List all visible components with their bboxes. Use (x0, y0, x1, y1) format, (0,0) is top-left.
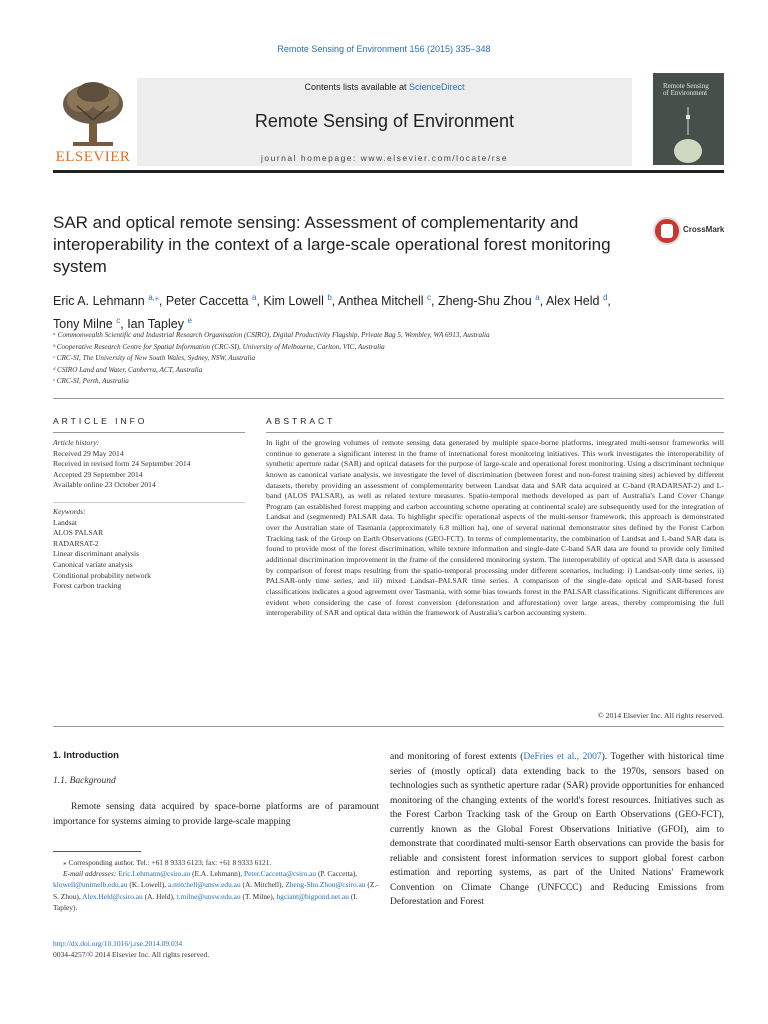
abstract-rule (266, 432, 724, 433)
intro-text: and monitoring of forest extents ( (390, 752, 524, 762)
footnote-rule (53, 851, 141, 852)
contents-prefix: Contents lists available at (304, 82, 410, 92)
author-affil-mark[interactable]: d (602, 293, 608, 302)
keyword: ALOS PALSAR (53, 528, 104, 538)
cover-art-icon (653, 73, 724, 165)
author-affil-mark[interactable]: c (116, 316, 121, 326)
abstract-copyright: © 2014 Elsevier Inc. All rights reserved. (597, 711, 724, 720)
email-owner: (E.A. Lehmann), (192, 869, 243, 879)
section-rule (53, 398, 724, 399)
affiliation: ᵉ CRC-SI, Perth, Australia (53, 377, 129, 385)
journal-title: Remote Sensing of Environment (254, 111, 515, 131)
email-owner: (T. Milne), (242, 891, 275, 901)
crossmark-icon (653, 217, 681, 245)
author: Anthea Mitchell $^c$, (338, 293, 438, 309)
email-addresses (53, 868, 379, 913)
keyword: Canonical variate analysis (53, 559, 133, 569)
history-item: Available online 23 October 2014 (53, 480, 156, 490)
body-rule (53, 726, 724, 727)
keywords-label: Keywords: (53, 507, 86, 516)
author-list (53, 288, 724, 334)
article-info-rule (53, 432, 245, 433)
keyword: Linear discriminant analysis (53, 549, 140, 559)
history-item: Received 29 May 2014 (53, 448, 124, 458)
email-link[interactable]: klowell@unimelb.edu.au (53, 880, 128, 890)
background-subheading: 1.1. Background (53, 776, 116, 786)
email-link[interactable]: Eric.Lehmann@csiro.au (118, 869, 191, 879)
issn-line: 0034-4257/© 2014 Elsevier Inc. All rights reserved. (53, 950, 210, 959)
elsevier-logo (53, 80, 133, 166)
email-link[interactable]: t.milne@unsw.edu.au (176, 891, 241, 901)
email-link[interactable]: Zheng-Shu.Zhou@csiro.au (285, 880, 366, 890)
history-rule (53, 502, 245, 503)
keyword-list (53, 507, 245, 592)
email-owner: (K. Lowell), (129, 880, 167, 890)
doi-link[interactable]: http://dx.doi.org/10.1016/j.rse.2014.09.034 (53, 939, 183, 948)
intro-text: ). Together with historical time series of (mostly optical) data extending back to the 1970s, sensors based on technologies such as synthetic aperture radar (SAR) provide opportunities for enhanced monitoring of the changing extents of the world's forest resources. Initiatives such as the Forest Carbon Tracking task of the Group on Earth Observations (GEO-FCT), currently known as the Global Forest Observations Initiative (GFOI), aim to demonstrate that coordinated multi-sensor Earth observations can provide the basis for reliable and consistent forest information services to support global forest carbon estimation and reporting systems, as part of the United Nations' Framework Convention on Climate Change (UNFCCC) and Reducing Emissions from Deforestation and Forest (390, 752, 724, 907)
keyword: Landsat (53, 517, 78, 527)
email-owner: (A. Held), (144, 891, 175, 901)
article-title: SAR and optical remote sensing: Assessment of complementarity and interoperability in the context of a large-scale operational forest monitoring system (53, 213, 611, 276)
author: Eric A. Lehmann $^{a,⁎}$, (53, 293, 166, 309)
affiliation: ᵃ Commonwealth Scientific and Industrial Research Organisation (CSIRO), Digital Productivity Flagship, Private Bag 5, Wembley, WA 6913, Australia (53, 331, 490, 339)
sciencedirect-link[interactable]: ScienceDirect (409, 82, 465, 92)
keyword: Conditional probability network (53, 570, 151, 580)
history-label: Article history: (53, 438, 100, 447)
email-label: E-mail addresses: (63, 869, 117, 879)
email-owner: (A. Mitchell), (242, 880, 284, 890)
affiliation: ᵈ CSIRO Land and Water, Canberra, ACT, Australia (53, 365, 203, 374)
email-link[interactable]: hgciant@bigpond.net.au (276, 891, 349, 901)
citation-link[interactable]: DeFries et al., 2007 (523, 752, 602, 762)
elsevier-wordmark: ELSEVIER (55, 149, 131, 165)
author: Alex Held $^d$, (545, 293, 611, 309)
author: Zheng-Shu Zhou $^a$, (437, 293, 546, 309)
contents-line (137, 82, 632, 92)
intro-paragraph-right (390, 750, 724, 910)
abstract-heading: ABSTRACT (266, 416, 336, 426)
email-link[interactable]: Peter.Caccetta@csiro.au (244, 869, 317, 879)
abstract-text: In light of the growing volumes of remote sensing data generated by multiple space-borne platforms, integrated multi-sensor frameworks will continue to generate a significant interest in the frame of international forest monitoring initiatives. This work investigates the interoperability of synthetic aperture radar (SAR) and optical datasets for the purpose of large-scale and operational forest monitoring. Using a discriminant technique known as canonical variate analysis, we investigate the level of discrimination (between forest and non-forest training sites) achieved by different datasets, thereby providing an assessment of complementarity between Landsat data and SAR data acquired at C-band (RADARSAT-2) and L-band (ALOS PALSAR), as well as related texture measures. Spatio-temporal methods developed as part of Australia's Land Cover Change Program (an established forest mapping and carbon accounting scheme operating at continental scale) are subsequently used for the integration of Landsat and (segmented) PALSAR data. To highlight specific operational aspects of the multi-sensor framework, this approach is demonstrated over the Australian state of Tasmania (approximately 6.8 million ha), one of several national demonstrator sites defined by the Forest Carbon Tracking task of the Group on Earth Observations (GEO-FCT). In terms of complementarity, the combination of Landsat and L-band SAR data is found to provide most of the forest discrimination, while texture information and single-date C-band SAR data are found to provide only limited additional discrimination improvement in the frame of the considered monitoring system. The interoperability of optical and SAR data is assessed by comparison of forest maps resulting from the spatio-temporal processing under different scenarios, including: i) Landsat-only time series, ii) PALSAR-only time series, and iii) mixed Landsat–PALSAR time series. A comparison of the single-date optical and SAR-based forest classifications indicates a good agreement over Tasmania, with some bias towards forest in the PALSAR classifications. Significant differences are evident when considering the case of forest conversion (deforestation and afforestation) over large areas, thereby compromising the full interoperability of SAR and optical data within the framework of Australia's carbon accounting system. (266, 438, 724, 618)
author-affil-mark[interactable]: c (427, 293, 431, 302)
affiliation-list (53, 330, 724, 388)
article-history (53, 438, 245, 491)
author-affil-mark[interactable]: a (535, 293, 540, 302)
affiliation: ᶜ CRC-SI, The University of New South Wales, Sydney, NSW, Australia (53, 354, 256, 362)
author: Peter Caccetta $^a$, (165, 293, 264, 309)
article-info-heading: ARTICLE INFO (53, 416, 148, 426)
affiliation: ᵇ Cooperative Research Centre for Spatial Information (CRC-SI), University of Melbourne, Carlton, VIC, Australia (53, 342, 385, 351)
author-affil-mark[interactable]: a (252, 293, 257, 302)
email-owner: (I. Tapley). (53, 891, 358, 912)
journal-homepage[interactable]: journal homepage: www.elsevier.com/locate/rse (260, 153, 509, 163)
author-affil-mark[interactable]: b (327, 293, 332, 302)
history-item: Received in revised form 24 September 2014 (53, 459, 191, 469)
email-link[interactable]: Alex.Held@csiro.au (82, 891, 143, 901)
journal-cover (653, 73, 724, 165)
history-item: Accepted 29 September 2014 (53, 469, 143, 479)
email-link[interactable]: a.mitchell@unsw.edu.au (168, 880, 241, 890)
crossmark-label: CrossMark (683, 225, 725, 234)
author: Ian Tapley $^e$ (127, 316, 192, 332)
intro-paragraph-left: Remote sensing data acquired by space-borne platforms are of paramount importance for systems aiming to provide large-scale mapping (53, 802, 379, 827)
journal-reference[interactable]: Remote Sensing of Environment 156 (2015) 335–348 (277, 44, 491, 54)
tree-icon (53, 80, 133, 148)
keyword: RADARSAT-2 (53, 538, 99, 548)
intro-heading: 1. Introduction (53, 750, 119, 761)
keyword: Forest carbon tracking (53, 581, 122, 591)
corresponding-author-note: ⁎ Corresponding author. Tel.: +61 8 9333 6123; fax: +61 8 9333 6121. (63, 858, 272, 867)
email-owner: (P. Caccetta), (317, 869, 358, 879)
author: Tony Milne $^c$, (53, 316, 128, 332)
author-affil-mark[interactable]: a,⁎ (148, 293, 159, 302)
masthead-rule (53, 170, 724, 173)
footnote (53, 857, 379, 913)
author-affil-mark[interactable]: e (187, 316, 192, 326)
doi-block (53, 938, 379, 960)
crossmark-badge[interactable] (653, 217, 733, 247)
author: Kim Lowell $^b$, (263, 293, 339, 309)
email-owner: (Z.-S. Zhou), (53, 880, 379, 901)
cover-title: Remote Sensing of Environment (663, 82, 709, 97)
masthead-banner (137, 78, 632, 166)
